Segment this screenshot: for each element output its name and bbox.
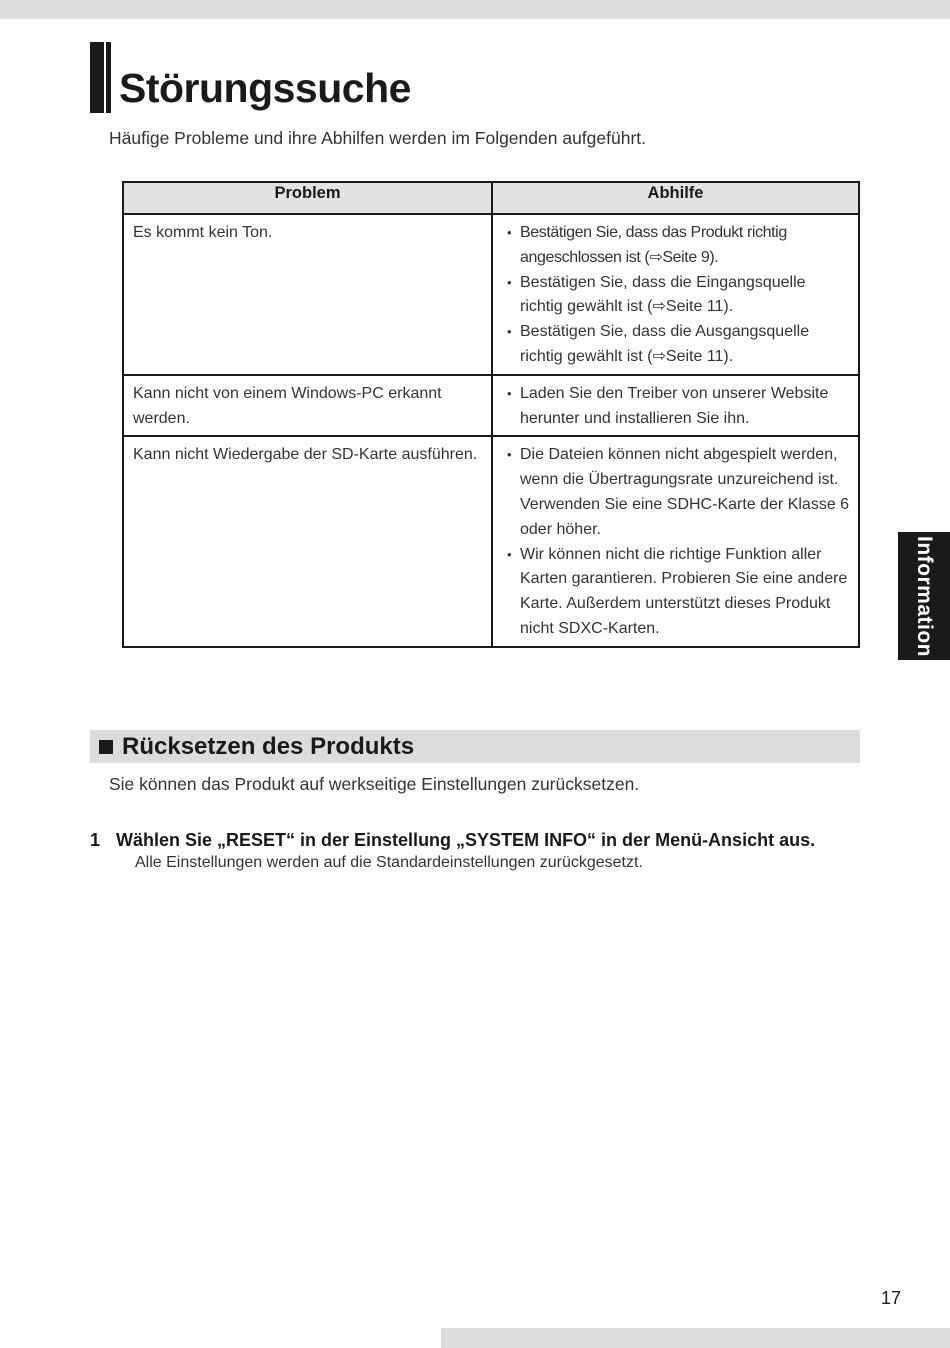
title-marker-thin-bar [106,42,111,113]
bullet: • [507,385,512,401]
header-problem: Problem [123,182,492,214]
problem-cell: Es kommt kein Ton. [123,214,492,375]
bullet: • [507,225,512,240]
remedy-list [507,382,852,432]
remedy-item: • Bestätigen Sie, dass das Produkt richtig angeschlossen ist (⇨Seite 9). [507,221,852,271]
page-intro: Häufige Probleme und ihre Abhilfen werden im Folgenden aufgeführt. [109,128,647,148]
page-title: Störungssuche [119,65,411,111]
remedy-list [507,221,852,370]
remedy-cell [492,214,859,375]
section-title: Rücksetzen des Produkts [122,732,415,760]
troubleshooting-table [122,181,860,648]
remedy-list [507,443,852,641]
title-marker-bar [90,42,104,113]
section-intro: Sie können das Produkt auf werkseitige Einstellungen zurücksetzen. [109,774,640,794]
table-row [123,375,859,437]
bullet: • [507,324,512,340]
table-row [123,214,859,375]
remedy-cell [492,436,859,646]
top-band [0,0,950,19]
table-row [123,436,859,646]
square-bullet-icon [99,740,113,754]
step-instruction: Wählen Sie „RESET“ in der Einstellung „SYSTEM INFO“ in der Menü-Ansicht aus. [116,830,816,850]
side-tab-information [898,532,950,660]
remedy-item: • Wir können nicht die richtige Funktion aller Karten garantieren. Probieren Sie eine andere Karte. Außerdem unterstützt dieses Produkt nicht SDXC-Karten. [507,543,852,642]
bullet: • [507,274,512,290]
page-title-block [90,42,411,113]
bottom-band [441,1328,950,1348]
remedy-item: • Laden Sie den Treiber von unserer Website herunter und installieren Sie ihn. [507,382,852,432]
remedy-item: • Bestätigen Sie, dass die Eingangsquelle richtig gewählt ist (⇨Seite 11). [507,271,852,321]
header-remedy: Abhilfe [492,182,859,214]
step-note: Alle Einstellungen werden auf die Standardeinstellungen zurückgesetzt. [135,854,643,871]
step-number: 1 [90,830,101,850]
table-header-row [123,182,859,214]
bullet: • [507,546,512,562]
page-number: 17 [881,1288,902,1308]
section-header [90,730,860,763]
remedy-cell [492,375,859,437]
remedy-item: • Die Dateien können nicht abgespielt werden, wenn die Übertragungsrate unzureichend ist. Verwenden Sie eine SDHC-Karte der Klasse 6 oder höher. [507,443,852,542]
bullet: • [507,447,512,463]
side-tab-label: Information [913,535,936,657]
problem-cell: Kann nicht Wiedergabe der SD-Karte ausführen. [123,436,492,646]
problem-cell: Kann nicht von einem Windows-PC erkannt werden. [123,375,492,437]
remedy-item: • Bestätigen Sie, dass die Ausgangsquelle richtig gewählt ist (⇨Seite 11). [507,320,852,370]
